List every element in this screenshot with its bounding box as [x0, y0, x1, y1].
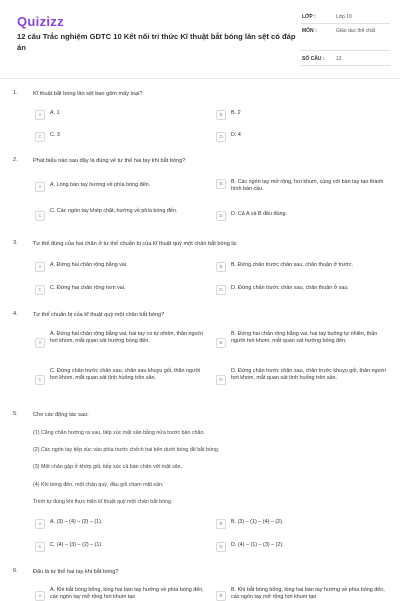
question-number: 1.	[13, 90, 18, 96]
option-text: B. (3) – (1) – (4) – (2).	[231, 519, 284, 525]
option-letter-box: B	[216, 519, 226, 529]
option-letter-box: D	[216, 375, 226, 385]
option-text: A. Lòng bàn tay hướng về phía bóng đến.	[50, 182, 151, 188]
option-letter-box: D	[216, 542, 226, 552]
option-text: B. Khi bắt bóng bổng, lòng hai bàn tay hướng về phía bóng đến, các ngón tay mở rộng hơi khum tạo	[231, 587, 385, 600]
meta-divider	[300, 23, 390, 24]
option-text: C. 3	[50, 132, 60, 138]
option-letter-box: C	[35, 375, 45, 385]
option-text: D. Cả A và B đều đúng.	[231, 211, 288, 217]
statement-3: (3) Một chân gập ở khớp gối, tiếp xúc cả bàn chân với mặt sân.	[33, 464, 183, 470]
option-text: A. (3) – (4) – (2) – (1).	[50, 519, 103, 525]
meta-count-value: 12	[336, 56, 342, 62]
question-number: 6.	[13, 568, 18, 574]
option-text: D. Đứng chân trước chân sau, chân thuận ở sau.	[231, 285, 349, 291]
header-divider	[0, 78, 400, 79]
option-text: C. (4) – (3) – (2) – (1).	[50, 542, 103, 548]
option-text: A. 1	[50, 110, 60, 116]
option-letter-box: A	[35, 519, 45, 529]
option-letter-box: A	[35, 182, 45, 192]
worksheet-title: 12 câu Trắc nghiệm GDTC 10 Kết nối tri thức Kĩ thuật bắt bóng lăn sệt có đáp án	[17, 32, 296, 52]
option-text: D. 4	[231, 132, 241, 138]
option-text: B. Đứng hai chân rộng bằng vai, hai tay buông tự nhiên, thân người hơi khom, mắt quan sát hướng bóng đến.	[231, 331, 378, 344]
option-letter-box: B	[216, 591, 226, 601]
statement-2: (2) Các ngón tay tiếp xúc vào phía trước chếch hai bên dưới bóng để bắt bóng.	[33, 447, 220, 453]
option-text: C. Đứng chân trước chân sau, chân sau khuỵu gối, thân người hơi khom, mắt quan sát tình huống trên sân.	[50, 368, 201, 381]
meta-grade-label: LỚP :	[302, 14, 316, 20]
question-text: Phát biểu nào sau đây là đúng về tư thế hai tay khi bắt bóng?	[33, 158, 186, 164]
option-letter-box: B	[216, 179, 226, 189]
statement-4: (4) Khi bóng đến, một chân quỳ, đầu gối chạm mặt sân.	[33, 482, 164, 488]
option-text: B. Các ngón tay mở rộng, hơi khum, cùng với bàn tay tạo thành hình bán cầu.	[231, 179, 384, 192]
option-letter-box: C	[35, 132, 45, 142]
option-letter-box: B	[216, 338, 226, 348]
brand-logo[interactable]: Quizizz	[17, 14, 64, 29]
option-text: B. 2	[231, 110, 241, 116]
option-text: A. Đứng hai chân rộng bằng vai.	[50, 262, 128, 268]
option-letter-box: A	[35, 262, 45, 272]
option-text: C. Các ngón tay khép chặt, hướng về phía bóng đến.	[50, 208, 178, 214]
question-text: Tư thế đúng của hai chân ở tư thế chuẩn bị của kĩ thuật quỳ một chân bắt bóng là:	[33, 241, 238, 247]
meta-divider	[300, 50, 390, 51]
question-text: Kĩ thuật bắt bóng lăn sệt bao gồm mấy loại?	[33, 91, 143, 97]
option-text: A. Đứng hai chân rộng bằng vai, hai tay co tự nhiên, thân người hơi khom, mắt quan sát hướng bóng đến.	[50, 331, 203, 344]
instruction: Trình tự đúng khi thực hiện kĩ thuật quỳ một chân bắt bóng.	[33, 499, 173, 505]
meta-grade-value: Lớp 10	[336, 14, 352, 20]
option-letter-box: C	[35, 285, 45, 295]
option-letter-box: C	[35, 211, 45, 221]
question-text: Đâu là tư thế hai tay khi bắt bóng?	[33, 569, 119, 575]
option-letter-box: D	[216, 211, 226, 221]
option-letter-box: A	[35, 591, 45, 601]
question-text: Tư thế chuẩn bị của kĩ thuật quỳ một chân bắt bóng?	[33, 312, 165, 318]
question-number: 3.	[13, 240, 18, 246]
option-letter-box: A	[35, 110, 45, 120]
option-letter-box: B	[216, 262, 226, 272]
statement-1: (1) Cẳng chân hướng ra sau, tiếp xúc mặt sân bằng nửa trước bàn chân.	[33, 430, 205, 436]
option-text: C. Đứng hai chân rộng hơn vai.	[50, 285, 126, 291]
question-text: Cho các động tác sau:	[33, 412, 89, 418]
question-number: 2.	[13, 157, 18, 163]
meta-divider	[300, 65, 390, 66]
meta-subject-value: Giáo dục thể chất	[336, 28, 376, 34]
option-letter-box: D	[216, 132, 226, 142]
question-number: 4.	[13, 311, 18, 317]
option-text: A. Khi bắt bóng bổng, lòng hai bàn tay hướng về phía bóng đến, các ngón tay mở rộng hơi khum tạo	[50, 587, 204, 600]
option-text: D. (4) – (1) – (3) – (2).	[231, 542, 284, 548]
option-letter-box: A	[35, 338, 45, 348]
option-letter-box: C	[35, 542, 45, 552]
meta-count-label: SỐ CÂU :	[302, 56, 325, 62]
option-letter-box: D	[216, 285, 226, 295]
question-number: 5.	[13, 411, 18, 417]
meta-subject-label: MÔN :	[302, 28, 317, 34]
header	[0, 0, 400, 76]
option-letter-box: B	[216, 110, 226, 120]
option-text: B. Đứng chân trước chân sau, chân thuận ở trước.	[231, 262, 354, 268]
option-text: D. Đứng chân trước chân sau, chân trước khuỵu gối, thân người hơi khom, mắt quan sát tình huống trên sân.	[231, 368, 386, 381]
